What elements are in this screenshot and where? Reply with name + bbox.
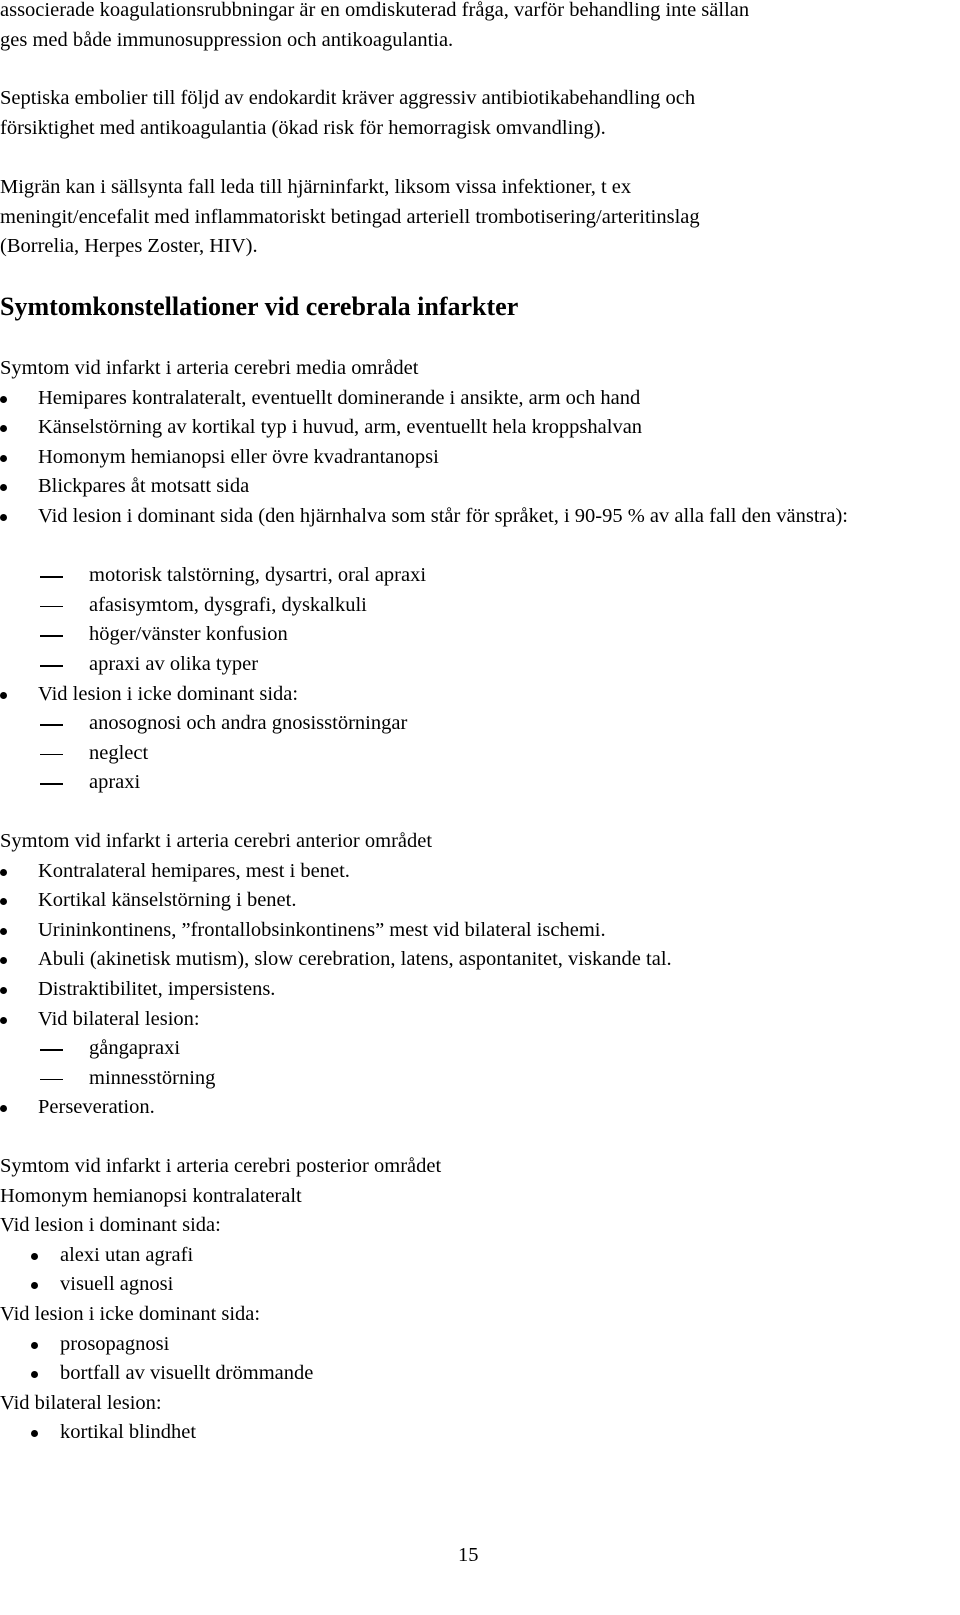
text-line: meningit/encefalit med inflammatoriskt betingad arteriell trombotisering/arteritinslag (0, 205, 700, 228)
dash-icon (40, 1079, 63, 1081)
bullet-icon (31, 1430, 38, 1437)
list-item-text: alexi utan agrafi (60, 1243, 194, 1266)
dash-icon (40, 754, 63, 756)
posterior-nondominant-label: Vid lesion i icke dominant sida: (0, 1303, 261, 1325)
sub-list-item-text: gångapraxi (89, 1037, 181, 1060)
sub-list-item-text: apraxi (89, 771, 141, 794)
list-item-text: Vid lesion i icke dominant sida: (38, 682, 299, 705)
media-subheading: Symtom vid infarkt i arteria cerebri media området (0, 357, 419, 379)
bullet-icon (0, 425, 7, 432)
bullet-icon (31, 1371, 38, 1378)
list-item-text: kortikal blindhet (60, 1421, 197, 1444)
posterior-subheading: Symtom vid infarkt i arteria cerebri posterior området (0, 1155, 442, 1177)
sub-list-item-text: apraxi av olika typer (89, 653, 259, 675)
bullet-icon (0, 484, 7, 491)
sub-list-item-text: afasisymtom, dysgrafi, dyskalkuli (89, 593, 367, 616)
dash-icon (40, 1049, 63, 1051)
list-item-text: Urininkontinens, ”frontallobsinkontinens” mest vid bilateral ischemi. (38, 918, 606, 941)
dash-icon (40, 576, 63, 578)
text-line: (Borrelia, Herpes Zoster, HIV). (0, 235, 258, 258)
sub-list-item-text: neglect (89, 741, 149, 764)
bullet-icon (0, 987, 7, 994)
text-line: Migrän kan i sällsynta fall leda till hjärninfarkt, liksom vissa infektioner, t ex (0, 176, 632, 198)
bullet-icon (0, 1017, 7, 1024)
bullet-icon (0, 455, 7, 462)
bullet-icon (0, 396, 7, 403)
dash-icon (40, 665, 63, 667)
posterior-dominant-label: Vid lesion i dominant sida: (0, 1214, 221, 1237)
bullet-icon (0, 869, 7, 876)
list-item-text: visuell agnosi (60, 1273, 174, 1296)
text-line: associerade koagulationsrubbningar är en omdiskuterad fråga, varför behandling inte sällan (0, 0, 750, 21)
list-item-text: Vid lesion i dominant sida (den hjärnhalva som står för språket, i 90-95 % av alla fall den vänstra): (38, 505, 849, 527)
posterior-bilateral-label: Vid bilateral lesion: (0, 1391, 162, 1414)
list-item-text: Perseveration. (38, 1096, 155, 1119)
list-item-text: prosopagnosi (60, 1332, 170, 1355)
list-item-text: Känselstörning av kortikal typ i huvud, arm, eventuellt hela kroppshalvan (38, 416, 643, 439)
bullet-icon (31, 1342, 38, 1349)
text-line: försiktighet med antikoagulantia (ökad risk för hemorragisk omvandling). (0, 116, 606, 139)
dash-icon (40, 635, 63, 637)
bullet-icon (0, 514, 7, 521)
dash-icon (40, 783, 63, 785)
dash-icon (40, 724, 63, 726)
bullet-icon (0, 692, 7, 699)
list-item-text: Hemipares kontralateralt, eventuellt dominerande i ansikte, arm och hand (38, 386, 641, 409)
bullet-icon (31, 1253, 38, 1260)
bullet-icon (0, 898, 7, 905)
dash-icon (40, 606, 63, 608)
bullet-icon (0, 957, 7, 964)
sub-list-item-text: minnesstörning (89, 1066, 216, 1089)
list-item-text: Distraktibilitet, impersistens. (38, 978, 276, 1000)
bullet-icon (0, 1105, 7, 1112)
text-line: Septiska embolier till följd av endokardit kräver aggressiv antibiotikabehandling och (0, 87, 696, 109)
text-line: ges med både immunosuppression och antikoagulantia. (0, 28, 454, 51)
bullet-icon (0, 928, 7, 935)
list-item-text: Abuli (akinetisk mutism), slow cerebration, latens, aspontanitet, viskande tal. (38, 948, 672, 971)
list-item-text: Homonym hemianopsi eller övre kvadrantanopsi (38, 445, 439, 468)
sub-list-item-text: motorisk talstörning, dysartri, oral apraxi (89, 564, 427, 587)
list-item-text: Vid bilateral lesion: (38, 1007, 200, 1030)
list-item-text: bortfall av visuellt drömmande (60, 1362, 314, 1385)
list-item-text: Kortikal känselstörning i benet. (38, 889, 297, 912)
list-item-text: Blickpares åt motsatt sida (38, 475, 250, 498)
sub-list-item-text: höger/vänster konfusion (89, 623, 288, 646)
bullet-icon (31, 1282, 38, 1289)
sub-list-item-text: anosognosi och andra gnosisstörningar (89, 712, 408, 735)
posterior-line: Homonym hemianopsi kontralateralt (0, 1184, 302, 1207)
anterior-subheading: Symtom vid infarkt i arteria cerebri anterior området (0, 830, 433, 852)
section-heading: Symtomkonstellationer vid cerebrala infarkter (0, 292, 519, 321)
page-number: 15 (458, 1544, 479, 1566)
list-item-text: Kontralateral hemipares, mest i benet. (38, 859, 350, 882)
